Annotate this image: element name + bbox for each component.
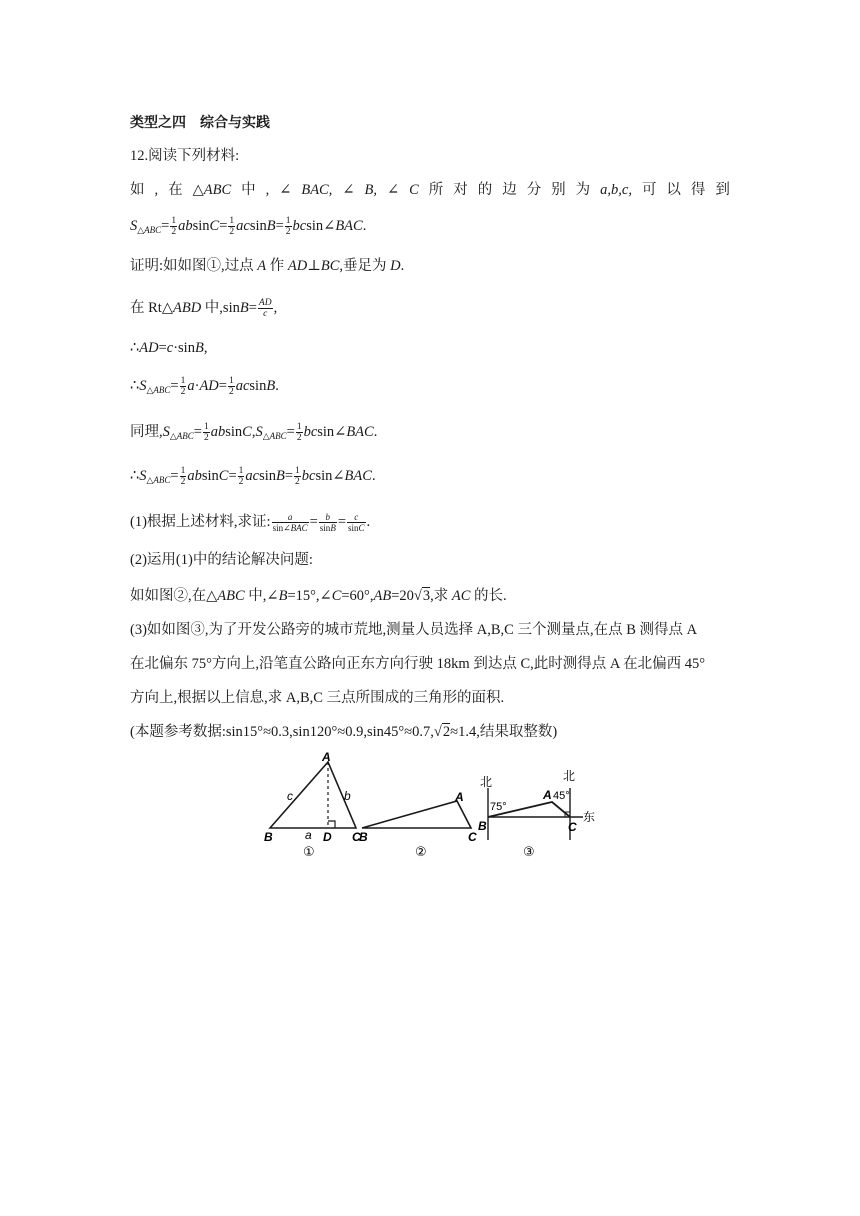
- proof-conclusion: $\therefore S_{\triangle ABC}=$ $\frac{1}{2}$ absinC= $\frac{1}{2}$ acsinB= $\frac{1}{2}$ bcsin∠BAC.: [130, 466, 376, 488]
- question-3-line-1: (3)如如图③,为了开发公路旁的城市荒地,测量人员选择 A,B,C 三个测量点,在点 B 测得点 A: [130, 622, 698, 638]
- fig3-label-b-vertex: B: [478, 819, 487, 833]
- fig2-caption: ②: [415, 844, 427, 859]
- area-formula: $S_{\triangle ABC}=$ $\frac{1}{2}$ absinC= $\frac{1}{2}$ acsinB= $\frac{1}{2}$ bcsin∠BAC.: [130, 216, 367, 238]
- question-3-line-3: 方向上,根据以上信息,求 A,B,C 三点所围成的三角形的面积.: [130, 690, 505, 706]
- material-word: ∠: [386, 182, 400, 198]
- fig1-label-c-vertex: C: [352, 830, 361, 844]
- fig3-north-b: 北: [480, 775, 493, 789]
- material-word: 所: [428, 182, 444, 198]
- material-word: ,: [265, 182, 270, 198]
- fig2-label-b-vertex: B: [359, 830, 368, 844]
- fig3-angle-45: 45°: [553, 790, 570, 802]
- figure-2: [362, 801, 471, 828]
- material-word: 中: [241, 182, 256, 198]
- proof-sin-b: 在 Rt△ABD 中,sinB= $\frac{AD}{c}$ ,: [130, 298, 278, 320]
- problem-number: 12.: [130, 148, 149, 164]
- material-word: ∠: [279, 182, 292, 198]
- material-word: 的: [477, 182, 493, 198]
- question-2-detail: 如如图②,在△ABC 中,∠B=15°,∠C=60°,AB=20√3,求 AC 的长.: [130, 588, 507, 604]
- fig1-label-side-a: a: [305, 828, 312, 842]
- question-1: (1)根据上述材料,求证: a sin∠BAC = $\frac{b}{\sin B}$ = $\frac{c}{\sin C}$ .: [130, 512, 371, 534]
- proof-similarly: 同理$,S_{\triangle ABC}=$ $\frac{1}{2}$ $absinC,S_{\triangle ABC}=$ $\frac{1}{2}$ bcsin∠BAC.: [130, 422, 378, 444]
- material-word: C: [409, 182, 419, 198]
- material-line: [130, 180, 730, 200]
- fig1-label-b-vertex: B: [264, 830, 273, 844]
- material-word: 别: [551, 182, 566, 198]
- material-word: 对: [453, 182, 468, 198]
- material-word: 为: [575, 182, 591, 198]
- material-word: 可: [641, 182, 657, 198]
- material-word: 在: [168, 182, 183, 198]
- material-word: BAC,: [301, 182, 333, 198]
- proof-start: 证明:如如图①,过点 A 作 AD⊥BC,垂足为 D.: [130, 258, 405, 274]
- fig1-label-side-b: b: [344, 789, 351, 803]
- fig1-caption: ①: [303, 844, 315, 859]
- fig3-label-a-vertex: A: [543, 788, 552, 802]
- question-3-line-2: 在北偏东 75°方向上,沿笔直公路向正东方向行驶 18km 到达点 C,此时测得点 A 在北偏西 45°: [130, 656, 706, 672]
- reference-data: (本题参考数据:sin15°≈0.3,sin120°≈0.9,sin45°≈0.7,√2≈1.4,结果取整数): [130, 724, 558, 740]
- fig3-north-c: 北: [563, 769, 576, 783]
- fig1-label-d: D: [323, 830, 332, 844]
- material-word: 如: [130, 182, 145, 198]
- question-2: (2)运用(1)中的结论解决问题:: [130, 552, 313, 568]
- figures: [255, 748, 605, 860]
- material-word: 到: [715, 182, 730, 198]
- material-word: a,b,c,: [600, 182, 632, 198]
- fig3-angle-75: 75°: [490, 801, 507, 813]
- fig1-label-a-vertex: A: [322, 750, 331, 764]
- material-word: 分: [526, 182, 542, 198]
- fig1-label-side-c: c: [287, 789, 293, 803]
- proof-ad: ∴AD=c·sinB,: [130, 340, 208, 356]
- fig2-label-a-vertex: A: [455, 790, 464, 804]
- material-word: B,: [364, 182, 377, 198]
- intro-text: 阅读下列材料:: [148, 148, 240, 164]
- material-word: 以: [666, 182, 681, 198]
- fig2-label-c-vertex: C: [468, 830, 477, 844]
- section-heading: 类型之四 综合与实践: [130, 114, 270, 130]
- proof-area-1: $\therefore S_{\triangle ABC}=$ $\frac{1}{2}$ a·AD= $\frac{1}{2}$ acsinB.: [130, 376, 279, 398]
- material-word: 边: [502, 182, 517, 198]
- fig3-east: 东: [583, 810, 596, 824]
- material-word: △ABC: [192, 182, 232, 198]
- problem-intro: [130, 146, 239, 166]
- material-word: ,: [154, 182, 159, 198]
- material-word: 得: [690, 182, 706, 198]
- fig3-caption: ③: [523, 844, 535, 859]
- material-word: ∠: [342, 182, 355, 198]
- fig3-label-c-vertex: C: [568, 820, 577, 834]
